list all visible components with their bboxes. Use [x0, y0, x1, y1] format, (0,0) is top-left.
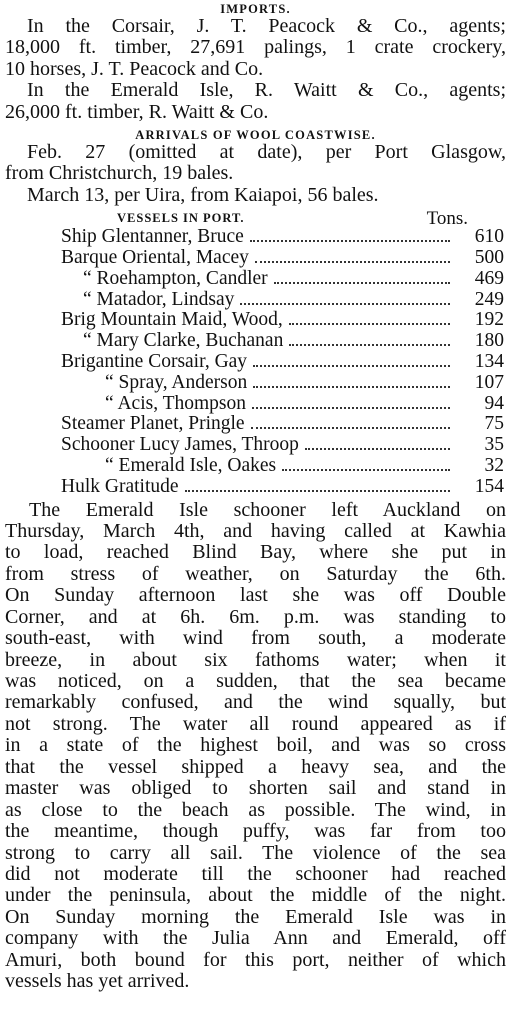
vessel-name: Brig Mountain Maid, Wood,	[61, 309, 283, 331]
arrivals-entry-port-glasgow	[5, 142, 506, 185]
vessel-row	[5, 394, 506, 415]
article-line: in a state of the highest boil, and was so cross	[5, 735, 506, 757]
vessel-tons: 154	[474, 475, 504, 497]
article-line: south-east, with wind from south, a moderate	[5, 628, 506, 650]
article-line: On Sunday morning the Emerald Isle was in	[5, 906, 506, 928]
vessel-tons: 134	[474, 350, 504, 372]
vessel-row	[5, 352, 506, 373]
dot-leader	[250, 240, 450, 242]
text-line: 26,000 ft. timber, R. Waitt & Co.	[5, 100, 269, 123]
article-line: The Emerald Isle schooner left Auckland on	[29, 499, 506, 521]
article-line: was noticed, on a sudden, that the sea became	[5, 671, 506, 693]
article-line: remarkably confused, and the wind squally, but	[5, 692, 506, 714]
article-line: from stress of weather, on Saturday the 6th.	[5, 563, 506, 585]
vessel-tons: 500	[474, 246, 504, 268]
article-line: Corner, and at 6h. 6m. p.m. was standing to	[5, 606, 506, 628]
arrivals-heading: ARRIVALS OF WOOL COASTWISE.	[135, 127, 376, 142]
vessels-heading-row	[5, 208, 506, 230]
vessel-name: Schooner Lucy James, Throop	[61, 434, 299, 456]
vessel-name: Brigantine Corsair, Gay	[61, 350, 248, 372]
dot-leader	[305, 448, 450, 450]
vessel-row	[5, 477, 506, 498]
article-line: as close to the beach as possible. The wind, in	[5, 799, 506, 821]
vessel-tons: 35	[484, 434, 504, 456]
dot-leader	[253, 386, 450, 388]
vessel-name: “ Emerald Isle, Oakes	[105, 454, 277, 476]
dot-leader	[289, 323, 450, 325]
vessel-row	[5, 456, 506, 477]
vessels-list	[5, 227, 506, 497]
vessel-name: Ship Glentanner, Bruce	[61, 226, 244, 248]
dot-leader	[289, 344, 450, 346]
vessel-name: “ Spray, Anderson	[105, 371, 248, 393]
article-line: strong to carry all sail. The violence of the sea	[5, 842, 506, 864]
dot-leader	[282, 469, 450, 471]
vessel-row	[5, 290, 506, 311]
article-line: not strong. The water all round appeared as if	[5, 713, 506, 735]
vessel-tons: 249	[474, 288, 504, 310]
vessel-tons: 610	[474, 226, 504, 248]
article-line: breeze, in about six fathoms water; when it	[5, 649, 506, 671]
arrivals-entry-uira	[5, 185, 506, 206]
vessel-tons: 180	[474, 330, 504, 352]
article-line: vessels has yet arrived.	[5, 971, 190, 993]
imports-entry-corsair	[5, 16, 506, 80]
vessel-tons: 469	[474, 267, 504, 289]
text-line: March 13, per Uira, from Kaiapoi, 56 bales.	[27, 183, 379, 206]
vessel-name: Barque Oriental, Macey	[61, 246, 249, 268]
article-line: that the vessel shipped a heavy sea, and the	[5, 756, 506, 778]
vessel-tons: 192	[474, 309, 504, 331]
dot-leader	[253, 365, 450, 367]
vessels-heading: VESSELS IN PORT.	[117, 211, 245, 226]
text-line: 18,000 ft. timber, 27,691 palings, 1 crate crockery,	[5, 37, 506, 59]
dot-leader	[252, 407, 450, 409]
dot-leader	[251, 427, 450, 429]
vessel-row	[5, 269, 506, 290]
text-line: In the Corsair, J. T. Peacock & Co., agents;	[27, 16, 506, 37]
vessel-name: Hulk Gratitude	[61, 475, 179, 497]
article-line: the meantime, though puffy, was far from too	[5, 821, 506, 843]
imports-heading: IMPORTS.	[220, 2, 291, 16]
text-line: In the Emerald Isle, R. Waitt & Co., agents;	[27, 80, 506, 102]
vessel-tons: 32	[484, 454, 504, 476]
dot-leader	[274, 282, 450, 284]
vessel-row	[5, 414, 506, 435]
article-line: On Sunday afternoon last she was off Double	[5, 585, 506, 607]
vessel-row	[5, 227, 506, 248]
imports-entry-emerald-isle	[5, 80, 506, 123]
vessel-row	[5, 248, 506, 269]
article-line: Amuri, both bound for this port, neither of which	[5, 949, 506, 971]
vessel-name: “ Acis, Thompson	[105, 392, 247, 414]
vessel-name: Steamer Planet, Pringle	[61, 413, 245, 435]
vessel-tons: 75	[484, 413, 504, 435]
article-emerald-isle	[5, 500, 506, 993]
text-line: from Christchurch, 19 bales.	[5, 162, 234, 185]
vessel-row	[5, 435, 506, 456]
vessel-name: “ Mary Clarke, Buchanan	[83, 330, 284, 352]
article-line: to load, reached Blind Bay, where she put in	[5, 542, 506, 564]
tons-column-heading: Tons.	[426, 208, 468, 230]
article-line: did not moderate till the schooner had reached	[5, 863, 506, 885]
vessel-row	[5, 310, 506, 331]
vessel-row	[5, 331, 506, 352]
vessel-name: “ Roehampton, Candler	[83, 267, 268, 289]
dot-leader	[185, 490, 450, 492]
article-line: master was obliged to shorten sail and stand in	[5, 778, 506, 800]
text-line: Feb. 27 (omitted at date), per Port Glasgow,	[27, 141, 506, 163]
dot-leader	[255, 261, 450, 263]
vessel-tons: 94	[484, 392, 504, 414]
dot-leader	[240, 303, 450, 305]
article-line: under the peninsula, about the middle of the night.	[5, 885, 506, 907]
vessel-name: “ Matador, Lindsay	[83, 288, 235, 310]
vessel-row	[5, 373, 506, 394]
article-line: company with the Julia Ann and Emerald, off	[5, 928, 506, 950]
vessel-tons: 107	[474, 371, 504, 393]
article-line: Thursday, March 4th, and having called at Kawhia	[5, 520, 506, 542]
text-line: 10 horses, J. T. Peacock and Co.	[5, 57, 264, 80]
